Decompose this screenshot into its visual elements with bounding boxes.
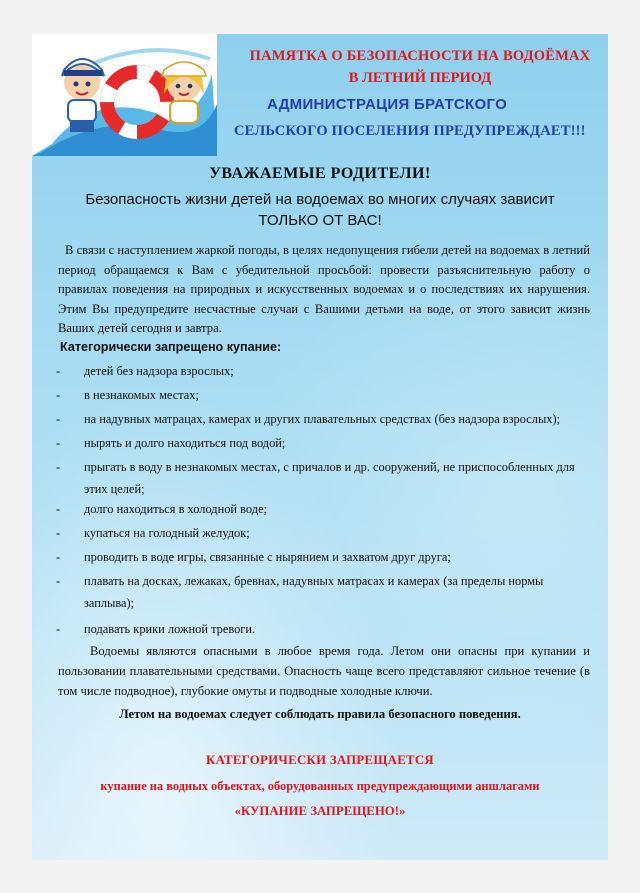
children-with-lifebuoy-illustration — [32, 34, 217, 156]
list-item-text: купаться на голодный желудок; — [84, 526, 250, 540]
list-item-text: на надувных матрацах, камерах и других плавательных средствах (без надзора взрослых); — [84, 412, 561, 426]
list-dash: - — [56, 388, 61, 402]
list-dash: - — [56, 460, 61, 474]
list-dash: - — [56, 574, 61, 588]
list-item — [56, 618, 586, 640]
header-title-line-2: В ЛЕТНИЙ ПЕРИОД — [348, 70, 492, 86]
dangers-paragraph: Водоемы являются опасными в любое время года. Летом они опасны при купании и пользовании плавательными средствами. Опасность чаще всего представляют сильное течение (в том числе подводное), глубокие омуты и подводные холодные ключи. — [58, 644, 590, 698]
list-dash: - — [56, 412, 61, 426]
list-item-text: долго находиться в холодной воде; — [84, 502, 268, 516]
footer-warning-title: КАТЕГОРИЧЕСКИ ЗАПРЕЩАЕТСЯ — [206, 753, 434, 767]
bans-heading: Категорически запрещено купание: — [60, 340, 282, 354]
list-item — [56, 456, 586, 500]
list-item — [56, 498, 586, 520]
list-item — [56, 570, 586, 614]
list-dash: - — [56, 526, 61, 540]
list-item — [56, 546, 586, 568]
leaflet-sheet — [32, 34, 608, 860]
list-item — [56, 432, 586, 454]
list-item-text: подавать крики ложной тревоги. — [84, 622, 256, 636]
list-item-text: нырять и долго находиться под водой; — [84, 436, 286, 450]
list-item-text: в незнакомых местах; — [84, 388, 199, 402]
header-administration-line: АДМИНИСТРАЦИЯ БРАТСКОГО — [267, 96, 508, 113]
list-item — [56, 408, 586, 430]
list-dash: - — [56, 622, 61, 636]
list-item-text: прыгать в воду в незнакомых местах, с причалов и др. сооружений, не приспособленных для этих целей; — [84, 460, 575, 496]
page-title: УВАЖАЕМЫЕ РОДИТЕЛИ! — [209, 165, 431, 182]
list-item-text: проводить в воде игры, связанные с нырянием и захватом друг друга; — [84, 550, 451, 564]
header-title-line-1: ПАМЯТКА О БЕЗОПАСНОСТИ НА ВОДОЁМАХ — [249, 48, 591, 64]
intro-paragraph: В связи с наступлением жаркой погоды, в целях недопущения гибели детей на водоемах в летний период обращаемся к Вам с убедительной просьбой: провести разъяснительную работу о правилах поведения на природных и искусственных водоемах и о последствиях их нарушения. Этим Вы предупредите несчастные случаи с Вашими детьми на воде, от этого зависит жизнь Ваших детей сегодня и завтра. — [58, 243, 590, 335]
list-item — [56, 360, 586, 382]
list-item — [56, 384, 586, 406]
list-item-text: плавать на досках, лежаках, бревнах, надувных матрасах и камерах (за пределы нормы заплыва); — [84, 574, 544, 610]
header-warning-line: СЕЛЬСКОГО ПОСЕЛЕНИЯ ПРЕДУПРЕЖДАЕТ!!! — [234, 123, 586, 139]
list-dash: - — [56, 550, 61, 564]
list-dash: - — [56, 364, 61, 378]
list-dash: - — [56, 436, 61, 450]
list-item — [56, 522, 586, 544]
footer-warning-sign: «КУПАНИЕ ЗАПРЕЩЕНО!» — [234, 804, 406, 818]
subtitle: Безопасность жизни детей на водоемах во многих случаях зависит ТОЛЬКО ОТ ВАС! — [85, 191, 555, 229]
list-item-text: детей без надзора взрослых; — [84, 364, 234, 378]
list-dash: - — [56, 502, 61, 516]
footer-warning-text: купание на водных объектах, оборудованных предупреждающими аншлагами — [100, 779, 540, 793]
summer-rule: Летом на водоемах следует соблюдать правила безопасного поведения. — [119, 707, 521, 721]
